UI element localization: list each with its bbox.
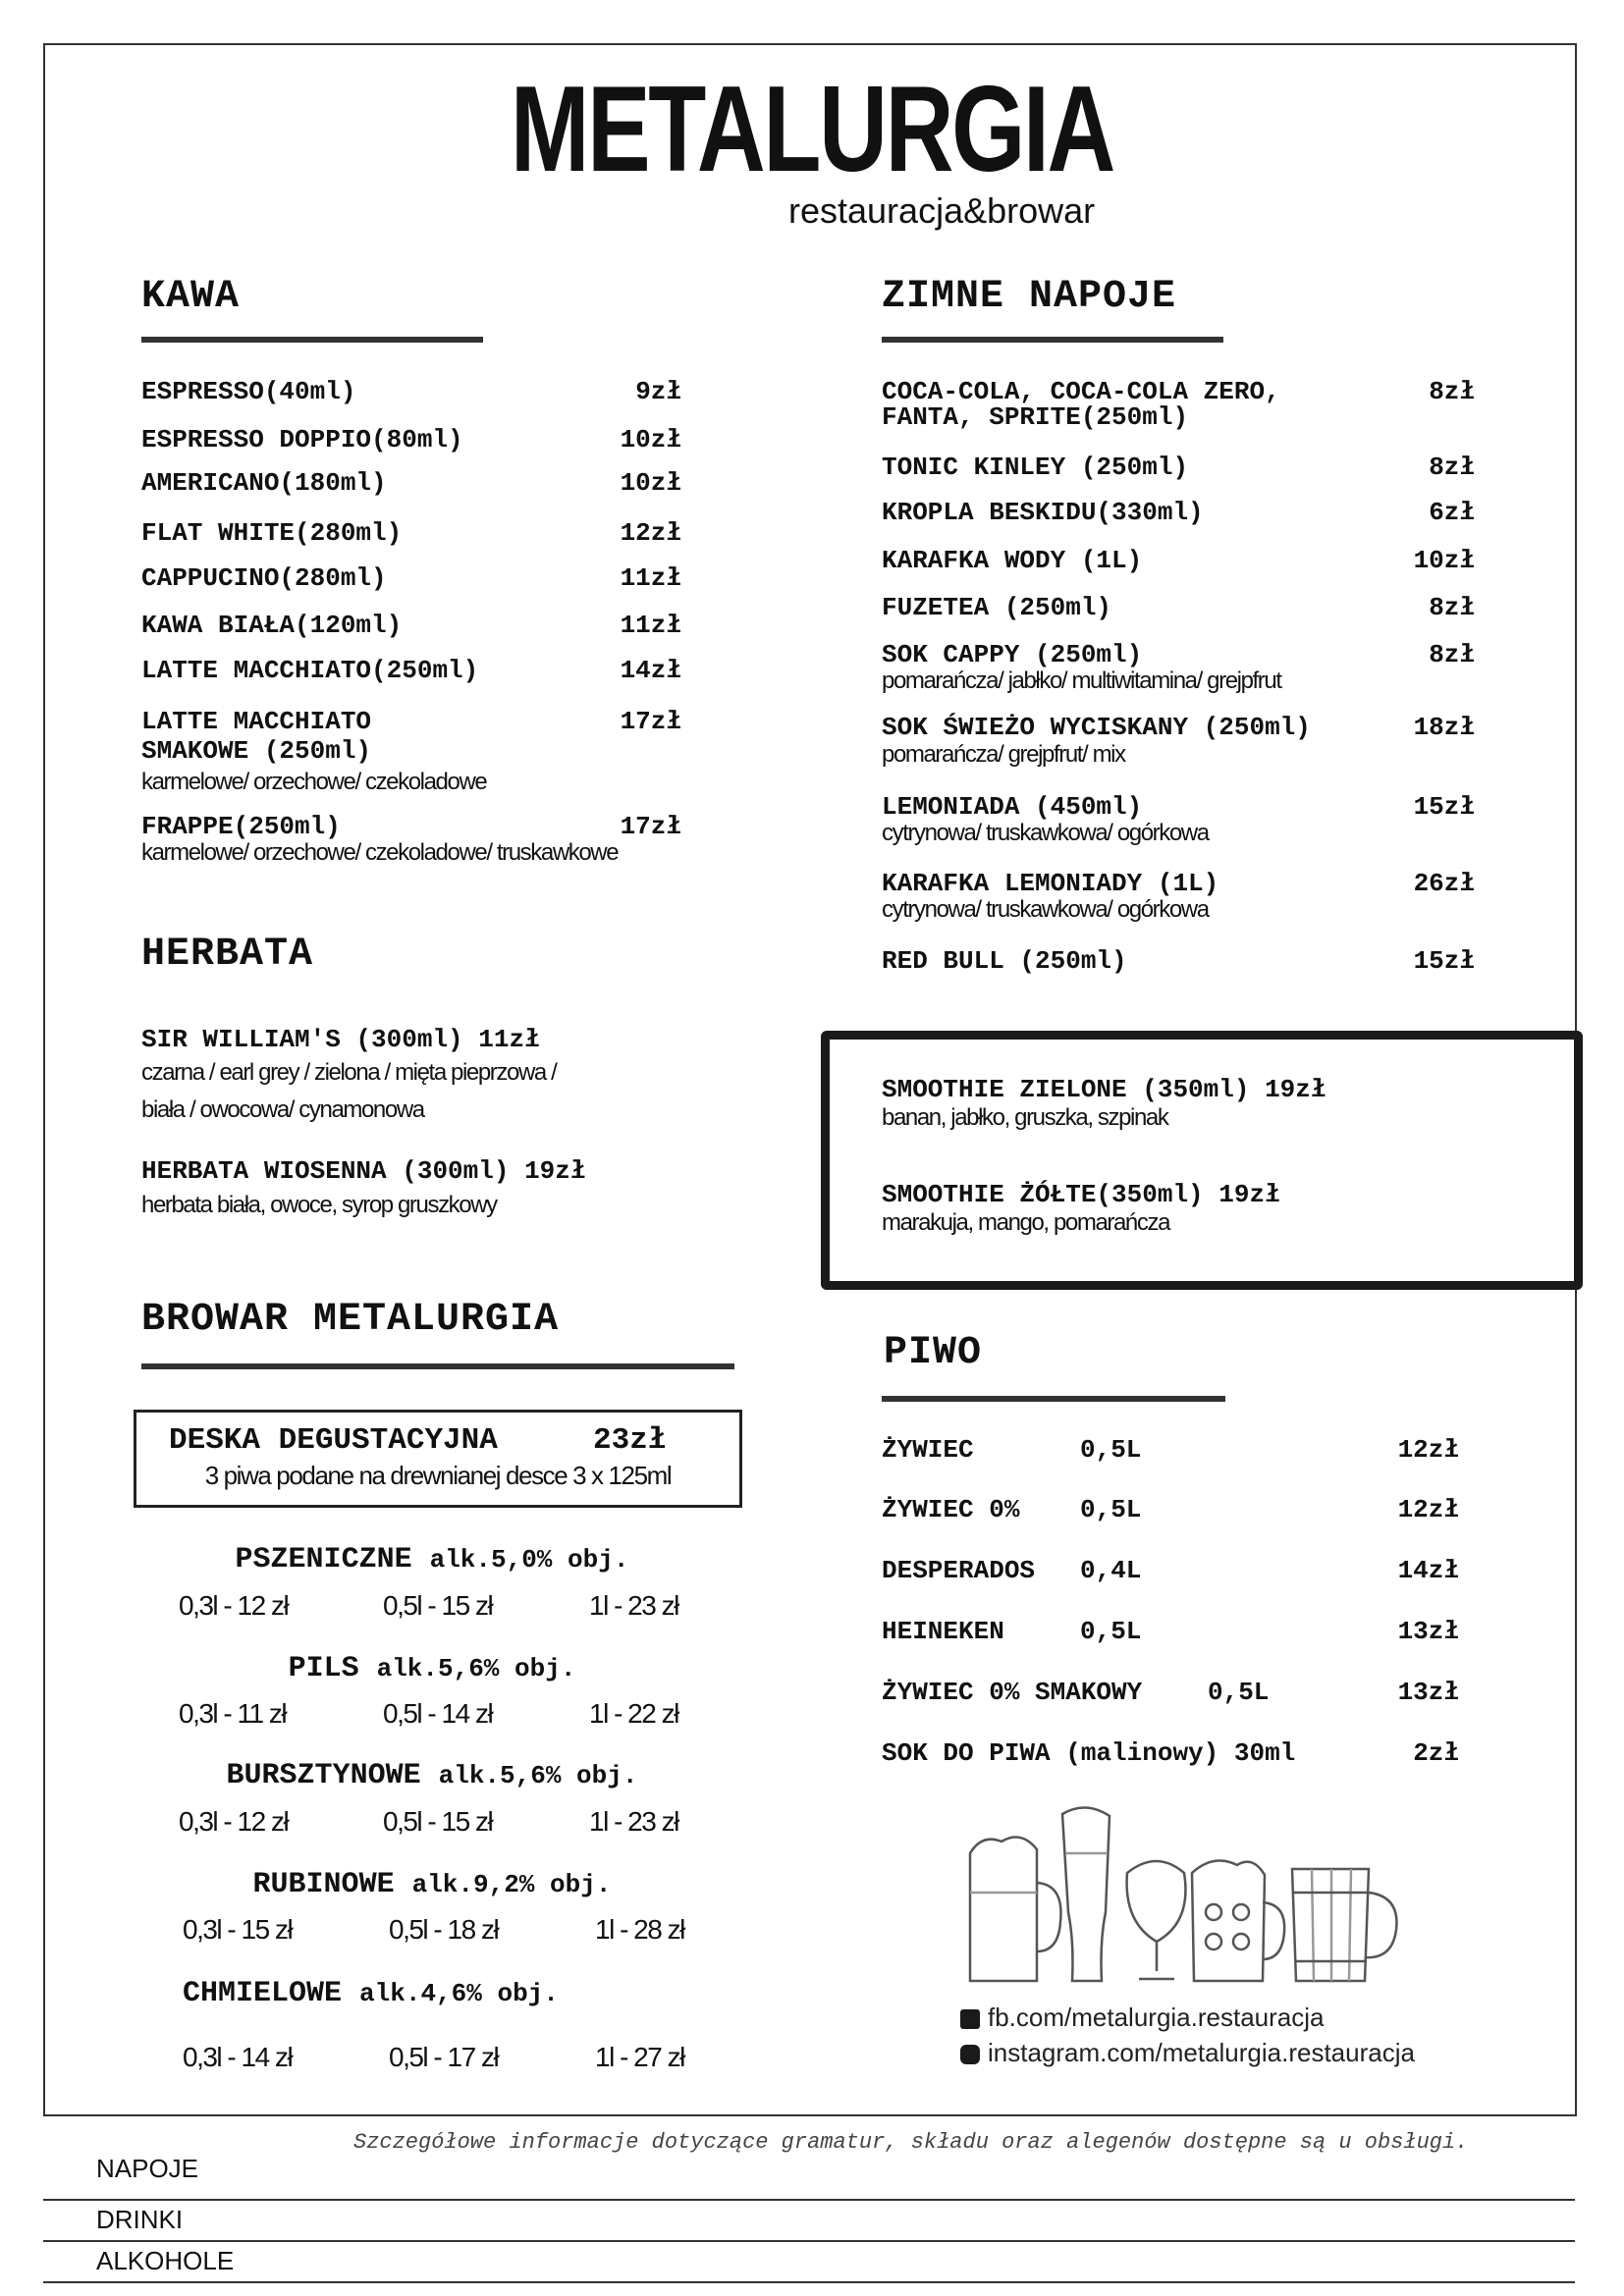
menu-item-name: SMAKOWE (250ml) (141, 736, 372, 766)
beer-heading (137, 1543, 727, 1576)
beer-price-03: 0,3l - 12 zł (179, 1806, 289, 1837)
section-title-herbata: HERBATA (141, 933, 314, 977)
smoothie-description: marakuja, mango, pomarańcza (882, 1209, 1170, 1236)
instagram-icon (960, 2045, 980, 2064)
menu-item-name: FUZETEA (250ml) (882, 593, 1112, 622)
nav-napoje[interactable]: NAPOJE (96, 2154, 199, 2183)
menu-item-name: LEMONIADA (450ml) (882, 792, 1143, 822)
section-rule-kawa (141, 337, 483, 343)
instagram-link[interactable] (960, 2038, 1415, 2068)
menu-item-price: 11zł (620, 563, 681, 593)
beer-item-price: 13zł (1397, 1617, 1459, 1646)
menu-item-description: herbata biała, owoce, syrop gruszkowy (141, 1192, 497, 1218)
menu-item-name: SOK CAPPY (250ml) (882, 640, 1143, 669)
menu-item-description: cytrynowa/ truskawkowa/ ogórkowa (882, 896, 1209, 923)
beer-item-price: 2zł (1413, 1738, 1459, 1768)
beer-alcohol: alk.9,2% obj. (411, 1870, 612, 1899)
section-title-zimne: ZIMNE NAPOJE (882, 275, 1177, 319)
menu-item-name: SOK ŚWIEŻO WYCISKANY (250ml) (882, 713, 1311, 742)
beer-price-05: 0,5l - 15 zł (383, 1806, 493, 1837)
menu-item-price: 9zł (635, 377, 681, 406)
menu-item-price: 17zł (620, 707, 681, 736)
section-title-piwo: PIWO (884, 1331, 983, 1375)
beer-item-price: 13zł (1397, 1678, 1459, 1707)
beer-heading (137, 1759, 727, 1792)
menu-item-price: 8zł (1429, 453, 1475, 482)
menu-item-description: karmelowe/ orzechowe/ czekoladowe (141, 769, 487, 795)
menu-item-description: biała / owocowa/ cynamonowa (141, 1096, 424, 1123)
beer-price-03: 0,3l - 12 zł (179, 1590, 289, 1621)
menu-item-name: FANTA, SPRITE(250ml) (882, 402, 1189, 432)
beer-alcohol: alk.5,0% obj. (429, 1545, 629, 1575)
beer-price-1l: 1l - 27 zł (595, 2042, 684, 2072)
menu-item-price: 10zł (1413, 546, 1475, 575)
beer-item-size: 0,5L (1080, 1435, 1142, 1465)
beer-alcohol: alk.5,6% obj. (376, 1654, 576, 1683)
facebook-icon (960, 2009, 980, 2029)
menu-item-description: pomarańcza/ jabłko/ multiwitamina/ grejpfrut (882, 667, 1281, 694)
beer-item-size: 0,5L (1208, 1678, 1270, 1707)
menu-item-name: LATTE MACCHIATO (141, 707, 372, 736)
menu-item-price: 8zł (1429, 593, 1475, 622)
nav-divider (43, 2281, 1575, 2283)
beer-price-03: 0,3l - 14 zł (183, 2042, 293, 2072)
deska-name: DESKA DEGUSTACYJNA (169, 1423, 498, 1458)
menu-item-description: pomarańcza/ grejpfrut/ mix (882, 741, 1125, 768)
menu-item-price: 8zł (1429, 640, 1475, 669)
menu-item-price: 8zł (1429, 377, 1475, 406)
beer-price-03: 0,3l - 11 zł (179, 1698, 287, 1729)
menu-item-description: czarna / earl grey / zielona / mięta pieprzowa / (141, 1059, 557, 1086)
menu-item-price: 17zł (620, 812, 681, 841)
brand-tagline: restauracja&browar (788, 190, 1096, 231)
section-title-browar: BROWAR METALURGIA (141, 1298, 560, 1342)
beer-name: CHMIELOWE (183, 1977, 343, 2010)
menu-item-price: 15zł (1413, 792, 1475, 822)
menu-item-name: RED BULL (250ml) (882, 946, 1127, 976)
beer-glasses-illustration (962, 1794, 1404, 1991)
beer-name: PILS (288, 1652, 359, 1685)
beer-price-05: 0,5l - 17 zł (389, 2042, 499, 2072)
beer-name: RUBINOWE (252, 1868, 395, 1901)
smoothie-name: SMOOTHIE ŻÓŁTE(350ml) 19zł (882, 1180, 1280, 1209)
nav-divider (43, 2240, 1575, 2242)
menu-item-price: 6zł (1429, 498, 1475, 527)
menu-item-name: LATTE MACCHIATO(250ml) (141, 656, 479, 685)
beer-price-1l: 1l - 28 zł (595, 1914, 684, 1945)
beer-price-05: 0,5l - 14 zł (383, 1698, 493, 1729)
beer-item-price: 12zł (1397, 1435, 1459, 1465)
deska-price: 23zł (593, 1423, 667, 1458)
nav-alkohole[interactable]: ALKOHOLE (96, 2246, 235, 2275)
menu-item-name: SIR WILLIAM'S (300ml) 11zł (141, 1025, 540, 1054)
beer-heading (137, 1868, 727, 1901)
section-rule-piwo (882, 1396, 1225, 1402)
beer-item-name: ŻYWIEC 0% (882, 1495, 1020, 1524)
menu-item-description: karmelowe/ orzechowe/ czekoladowe/ truskawkowe (141, 839, 619, 866)
nav-divider (43, 2199, 1575, 2201)
beer-item-name: DESPERADOS (882, 1556, 1036, 1585)
menu-item-name: KARAFKA WODY (1L) (882, 546, 1143, 575)
beer-price-1l: 1l - 23 zł (589, 1806, 678, 1837)
menu-item-description: cytrynowa/ truskawkowa/ ogórkowa (882, 820, 1209, 846)
menu-item-price: 26zł (1413, 869, 1475, 898)
menu-item-price: 10zł (620, 425, 681, 454)
section-title-kawa: KAWA (141, 275, 241, 319)
beer-name: PSZENICZNE (235, 1543, 412, 1576)
menu-item-name: KROPLA BESKIDU(330ml) (882, 498, 1204, 527)
beer-price-05: 0,5l - 18 zł (389, 1914, 499, 1945)
menu-item-name: KARAFKA LEMONIADY (1L) (882, 869, 1219, 898)
menu-item-price: 15zł (1413, 946, 1475, 976)
menu-item-price: 11zł (620, 611, 681, 640)
beer-heading (183, 1977, 559, 2010)
brand-title: METALURGIA (510, 62, 1114, 197)
beer-price-1l: 1l - 22 zł (589, 1698, 678, 1729)
nav-drinki[interactable]: DRINKI (96, 2205, 184, 2234)
beer-price-03: 0,3l - 15 zł (183, 1914, 293, 1945)
beer-price-1l: 1l - 23 zł (589, 1590, 678, 1621)
beer-item-name: HEINEKEN (882, 1617, 1004, 1646)
beer-item-size: 0,4L (1080, 1556, 1142, 1585)
menu-item-name: CAPPUCINO(280ml) (141, 563, 387, 593)
beer-item-name: SOK DO PIWA (malinowy) 30ml (882, 1738, 1296, 1768)
menu-item-name: HERBATA WIOSENNA (300ml) 19zł (141, 1156, 586, 1186)
facebook-text: fb.com/metalurgia.restauracja (988, 2002, 1325, 2032)
menu-item-name: FRAPPE(250ml) (141, 812, 341, 841)
smoothie-box (821, 1031, 1583, 1290)
menu-item-price: 12zł (620, 518, 681, 548)
beer-alcohol: alk.5,6% obj. (438, 1761, 638, 1790)
deska-description: 3 piwa podane na drewnianej desce 3 x 125ml (204, 1461, 672, 1490)
menu-item-name: TONIC KINLEY (250ml) (882, 453, 1189, 482)
beer-heading (137, 1652, 727, 1685)
section-rule-zimne (882, 337, 1223, 343)
allergen-footnote: Szczegółowe informacje dotyczące gramatur, składu oraz alegenów dostępne są u obsługi. (353, 2130, 1469, 2155)
menu-item-name: ESPRESSO DOPPIO(80ml) (141, 425, 463, 454)
beer-item-name: ŻYWIEC 0% SMAKOWY (882, 1678, 1143, 1707)
beer-alcohol: alk.4,6% obj. (359, 1979, 559, 2008)
beer-item-size: 0,5L (1080, 1617, 1142, 1646)
instagram-text: instagram.com/metalurgia.restauracja (988, 2038, 1415, 2067)
smoothie-description: banan, jabłko, gruszka, szpinak (882, 1104, 1168, 1131)
menu-item-price: 14zł (620, 656, 681, 685)
menu-item-name: KAWA BIAŁA(120ml) (141, 611, 403, 640)
smoothie-name: SMOOTHIE ZIELONE (350ml) 19zł (882, 1075, 1326, 1104)
beer-item-name: ŻYWIEC (882, 1435, 974, 1465)
menu-item-name: ESPRESSO(40ml) (141, 377, 356, 406)
beer-item-price: 12zł (1397, 1495, 1459, 1524)
menu-item-name: COCA-COLA, COCA-COLA ZERO, (882, 377, 1280, 406)
menu-item-price: 10zł (620, 468, 681, 498)
beer-name: BURSZTYNOWE (226, 1759, 421, 1792)
beer-item-price: 14zł (1397, 1556, 1459, 1585)
facebook-link[interactable] (960, 2002, 1324, 2033)
menu-item-name: AMERICANO(180ml) (141, 468, 387, 498)
beer-item-size: 0,5L (1080, 1495, 1142, 1524)
menu-item-price: 18zł (1413, 713, 1475, 742)
section-rule-browar (141, 1363, 734, 1369)
beer-price-05: 0,5l - 15 zł (383, 1590, 493, 1621)
menu-item-name: FLAT WHITE(280ml) (141, 518, 403, 548)
